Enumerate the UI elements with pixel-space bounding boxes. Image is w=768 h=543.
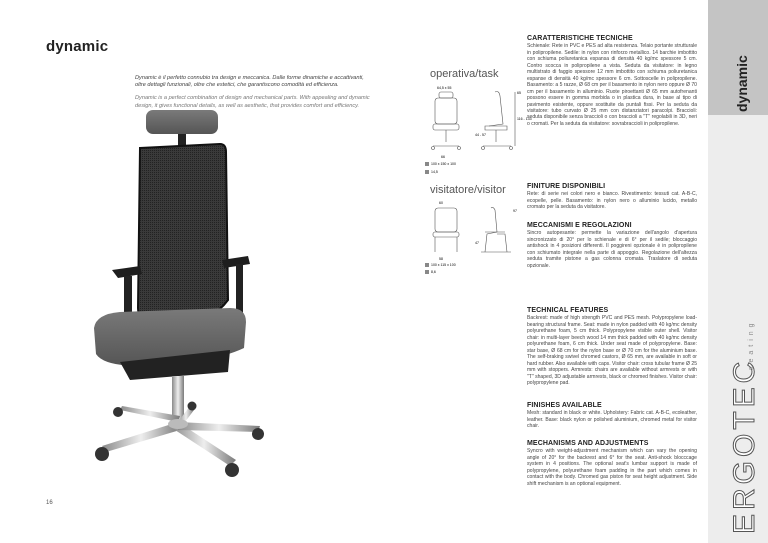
section-heading: MECCANISMI E REGOLAZIONI (527, 222, 632, 229)
operativa-legend-1: 100 x 150 x 100 (431, 162, 456, 166)
visitatore-dim-h2: 47 (475, 241, 479, 245)
section-body: Rete: di serie nei colori nero e bianco. Rivestimento: tessuti cat. A-B-C, ecopelle, pelle. Basamento: in nylon nero o alluminio lucido, metallo cromato per la seduta da visitatore. (527, 191, 697, 211)
operativa-dim-h2: 116 - 133 (517, 117, 532, 121)
intro-italian: Dynamic è il perfetto connubio tra design e meccanica. Dalle forme dinamiche e accattivanti, oltre dettagli funzionali, oltre che estetici, che garantiscono comodità ed efficienza. (135, 75, 364, 89)
operativa-dim-h3: 44 - 57 (475, 133, 486, 137)
sidebar (708, 0, 768, 543)
visitatore-dim-w2: 58 (439, 257, 443, 261)
section-body: Backrest: made of high strength PVC and PES mesh. Polypropylene load-bearing structural frame. Seat: made in nylon padded with 40 kg/mc density polyurethane foam, 5 cm thick. Polypropylene visible outer shell. Visitor chair: in multi-layer beech wood 14 mm thick padded with 40 kg/mc density polyurethane foam, 6 cm thick. Under seat made of polypropylene. Base: star base, Ø 68 cm for the nylon base or Ø 70 cm for the aluminium base. The self-braking swivel chromed castors, Ø 65 mm, are available in soft or hard rubber. Also available with caps. Visitor chair: cross tubular frame Ø 25 mm with stoppers. Armrests: chairs are available without armrests or with "T" shaped, 3D adjustable armrests, black or chromed finishes. Visitor chair: polypropylene pad. (527, 315, 697, 386)
operativa-legend-2: 14,5 (431, 170, 438, 174)
chair-image (60, 110, 265, 480)
visitatore-heading: visitatore/visitor (430, 184, 506, 196)
operativa-drawing (425, 84, 532, 180)
page-title: dynamic (46, 38, 109, 55)
operativa-title-it: operativa (430, 68, 476, 80)
section-heading: CARATTERISTICHE TECNICHE (527, 35, 633, 42)
operativa-title-en: task (478, 68, 499, 80)
operativa-dim-h1: 65 (517, 91, 521, 95)
section-meccanismi (527, 223, 697, 269)
section-heading: MECHANISMS AND ADJUSTMENTS (527, 440, 649, 447)
section-mechanisms (527, 441, 697, 487)
brand-tagline: seating (748, 319, 755, 370)
section-finishes (527, 403, 697, 430)
operativa-dim-w1: 64,5 x 55 (437, 86, 452, 90)
sidebar-product-name: dynamic (734, 55, 750, 112)
section-body: Schienale: Rete in PVC e PES ad alta resistenza. Telaio portante strutturale in polipropilene. Sedile: in nylon con rinforzo metallico. 14 barchie imbottito con schiuma poliuretanica espansa di densità 40 kg/mc spessore 5 cm. Contro scocca in polipropilene a vista. Seduta da visitatore: in legno multistrato di faggio spessore 12 mm imbottito con schiuma poliuretanica espanse di densità 40 kg/mc spessore 6 cm. Sottoscelle in polipropilene. Basamento: a 5 razze, Ø 68 cm per il basamento in nylon nero oppure Ø 70 cm per il basamento in alluminio. Ruote piroettanti Ø 65 mm autofrenanti possono essere in gomma morbida o in plastica dura, in base al tipo di pavimento esistente, oppure sostituite da puntali fissi. Per la seduta da visitatore: tubo curvato Ø 25 mm con distanziatori paracolpi. Braccioli: seduta disponibile senza braccioli o con braccioli a "T" regolabili in 3D, neri o cromati. Per la seduta da visitatore: sovrabraccioli in polipropilene. (527, 43, 697, 127)
brand-logo: ERGOTEC (728, 357, 761, 534)
visitatore-legend-1: 100 x 115 x 100 (431, 263, 456, 267)
visitatore-dim-w1: 60 (439, 201, 443, 205)
section-heading: FINISHES AVAILABLE (527, 402, 602, 409)
section-heading: FINITURE DISPONIBILI (527, 183, 606, 190)
intro-english: Dynamic is a perfect combination of design and mechanical parts. With appealing and dynamic design, it gives functional details, as well as aesthetic, that provides comfort and efficiency. (135, 95, 370, 109)
visitatore-legend-2: 8,6 (431, 270, 436, 274)
section-caratteristiche (527, 36, 697, 127)
section-technical (527, 308, 697, 386)
section-body: Mesh: standard in black or white. Upholstery: Fabric cat. A-B-C, ecoleather, leather. Base: black nylon or polished aluminium, chromed metal for visitor chair. (527, 410, 697, 430)
section-heading: TECHNICAL FEATURES (527, 307, 609, 314)
visitatore-title-it: visitatore (430, 184, 475, 196)
visitatore-drawing (425, 200, 525, 276)
operativa-heading: operativa/task (430, 68, 499, 80)
section-body: Sincro autopesante: permette la variazione dell'angolo d'apertura sincronizzato di 20° per lo schienale e di 6° per il sedile; bloccaggio antishock in 4 posizioni differenti. Il poggireni opzionale è in polipropilene con schiumato integrale nella parte di appoggio. Regolazione dell'altezza seduta tramite pistone a gas colonna cromata. Traslatore di seduta opzionale. (527, 230, 697, 269)
section-body: Syncro with weight-adjustment mechanism which can vary the opening angle of 20° for the backrest and 6° for the seat. Anti-shock blocccage system in 4 positions. The optional seat's lumbar support is made of polypropylene, polyurethane foam padding in the part which comes in contact with the body. Chromed gas piston for seat height adjustment. Side shift mechanism is an optional equipment. (527, 448, 697, 487)
page-number: 16 (46, 500, 53, 506)
visitatore-title-en: visitor (477, 184, 506, 196)
visitatore-dim-h1: 97 (513, 209, 517, 213)
operativa-dim-w2: 66 (441, 155, 445, 159)
section-finiture (527, 184, 697, 211)
